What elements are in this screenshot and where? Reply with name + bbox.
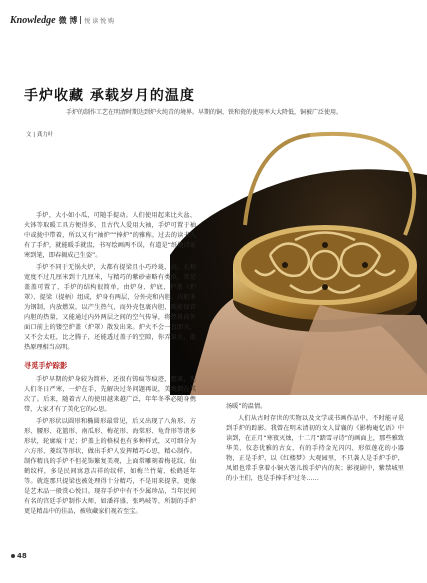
left-column bbox=[24, 211, 196, 519]
body-paragraph: 人们从古时存世的实物以及文学或书画作品中，不时能寻觅到手炉的踪影。我曾在明末清初的文人冒襄的《影梅庵忆语》中读到，在正月“寒夜灭烛，十二月“踏雪寻诗”的画面上，那些雅致华美、仪态优雅的古女，有的手持金光闪闪、形似莲花的小器物，正是手炉，以《红楼梦》大观园里，不只袭人是手炉手炉，凤姐也常手拿着小铜火箸儿拨手炉内的灰；影视剧中，紫禁城里的小主们，也是手捧手炉过冬…… bbox=[226, 415, 404, 482]
magazine-brand: Knowledge bbox=[10, 14, 56, 26]
right-column bbox=[226, 402, 404, 486]
body-paragraph: 手炉，大小如小瓜，可随手提动。人们使用起来比火盆、火钵等取暖工具方便得多，且古代人爱用大袖，手炉可置于袖中或拢中带着，所以又有“袖炉”“捧炉”的雅称。过去的读书人有了手炉，就能暖手就盅，书写绘画两不误，有道是“纸便诗家寒到笔，即春揭成己生姿”。 bbox=[24, 212, 196, 259]
subcolumn-name: 悦 读 悦 购 bbox=[84, 17, 115, 25]
body-paragraph: 手炉不同于无锅火炉，大都有提梁且小巧玲珑，高、长和宽度不过几厘米到十几厘米，与精巧的紫砂壶略有类似，常是盖盖可置了，手炉的结构很简单，由炉身、炉底、炉盖（炉罩）、提梁（提柄）组成，炉身有两层，分外壳和内胆，内胆多为钢制，内放燃炭，以产生热气，而外壳包裹内胆，既能保存内胆的热量，又能通过内外两层之间的空气传导，将热量向外面口前上的镂空炉盖（炉罩）散发出来。炉火不会一直即灭，又不会太旺，比之腾子，还能透过盖子的空隙，你弄炭火，散热原理相当高明。 bbox=[24, 264, 196, 351]
body-paragraph: 手炉形状以圆形和椭圆形最常见，后又出现了八角形、方形、腰形、花篮形、南瓜形、梅花形、海棠形、龟背形等诸多形状，轮廓痕十足；炉盖上的格棂也有多种样式，又可细分为六方形、菱纹等形状，做出手炉人发挥精巧心思，精心制作。制作精良的手炉不但花饰繁复美观，上面常雕刻着梅花纹、仙鹤纹样，多是民间寓意吉祥的纹样，如梅兰竹菊、松鹤延年等。就连那只提梁也被处理得十分精巧，不是用来提拿，更像是艺术品一般赏心悦目。现存手炉中有不少属珍品，当年民间有名的宫廷手炉制作大师，如潘祥盛、张鸣岐等，所制的手炉更是精品中的佳品，被收藏家们视若至宝。 bbox=[24, 418, 196, 515]
body-paragraph: 手炉早期的炉身较为简朴，还很有铸痕等痕迹，想来，先人们冬日严寒，一炉在手，先解决过冬问题再说，美观倒在其次了。后来，随着古人的使用越来越广泛，年年冬季必随身携带，大家才有了美化它的心思。 bbox=[24, 376, 196, 413]
section-heading: 寻觅手炉踪影 bbox=[24, 361, 68, 370]
column-name: 微 博 bbox=[58, 15, 78, 25]
article-byline: 文 | 龚力叶 bbox=[26, 132, 54, 138]
hand-warmer-illustration bbox=[170, 115, 427, 395]
bullet-icon bbox=[11, 554, 15, 558]
header-divider bbox=[80, 16, 81, 24]
article-lead: 手炉的制作工艺在明清时期达到炉火纯青的境界。早期的铜、铁和瓷的使用率大大降低，铜被广泛使用。 bbox=[66, 109, 343, 116]
page-number-text: 48 bbox=[17, 552, 27, 560]
article-title: 手炉收藏 承载岁月的温度 bbox=[24, 88, 195, 104]
section-header bbox=[10, 12, 114, 28]
body-paragraph: 汤暖”的温情。 bbox=[226, 403, 267, 410]
hand-warmer-photo bbox=[170, 115, 427, 395]
page-number bbox=[11, 552, 27, 560]
